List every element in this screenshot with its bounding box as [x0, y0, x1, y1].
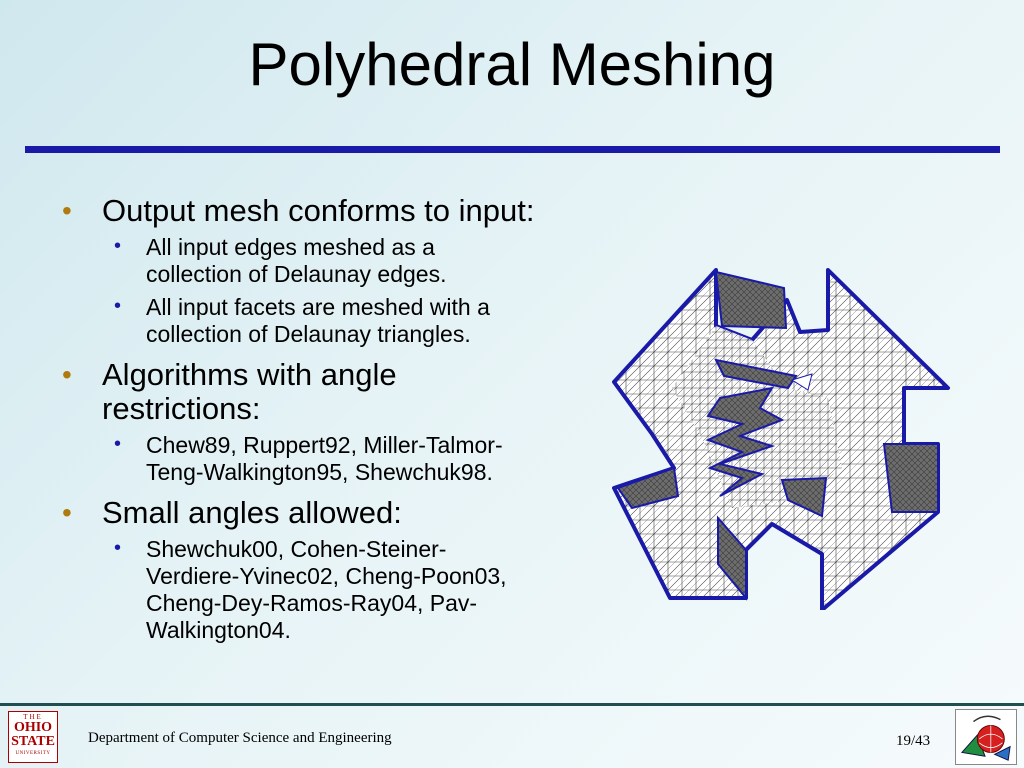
- sub-bullet-line: All input edges meshed as a: [146, 234, 435, 260]
- osu-logo: [8, 711, 58, 763]
- bullet-angle-restrictions: [62, 358, 602, 426]
- footer-rule: [0, 703, 1024, 706]
- mesh-dark-facet: [716, 272, 786, 328]
- sub-bullet-line: Chew89, Ruppert92, Miller-Talmor-: [146, 432, 503, 458]
- bullet-dot: •: [62, 497, 72, 528]
- footer-department: Department of Computer Science and Engineering: [88, 730, 392, 746]
- sub-bullet-line: Verdiere-Yvinec02, Cheng-Poon03,: [146, 563, 507, 589]
- bullet-text: Small angles allowed:: [102, 495, 402, 530]
- osu-logo-the: THE: [23, 713, 43, 721]
- osu-logo-state: STATE: [11, 734, 55, 749]
- bullet-dot: •: [62, 359, 72, 390]
- sub-bullet-chew: [62, 432, 602, 486]
- tamal-logo-icon: [955, 709, 1017, 765]
- mesh-dark-facet: [884, 444, 938, 512]
- sub-bullet-line: Teng-Walkington95, Shewchuk98.: [146, 459, 493, 485]
- slide-title: Polyhedral Meshing: [248, 31, 776, 98]
- sub-bullet-line: Cheng-Dey-Ramos-Ray04, Pav-: [146, 590, 478, 616]
- sub-bullet-line: collection of Delaunay edges.: [146, 261, 447, 287]
- sub-bullet-line: collection of Delaunay triangles.: [146, 321, 471, 347]
- sub-bullet-shewchuk: [62, 536, 602, 644]
- bullet-line: Algorithms with angle: [102, 357, 397, 392]
- footer-page-number: 19/43: [896, 733, 931, 749]
- bullet-list: [62, 188, 602, 644]
- sub-bullet-dot: •: [114, 235, 122, 257]
- sub-bullet-facets: [62, 294, 602, 348]
- title-rule: [25, 146, 1000, 153]
- sub-bullet-line: All input facets are meshed with a: [146, 294, 490, 320]
- osu-logo-university: UNIVERSITY: [15, 751, 51, 756]
- sub-bullet-line: Walkington04.: [146, 617, 291, 643]
- bullet-line: restrictions:: [102, 391, 261, 426]
- sub-bullet-dot: •: [114, 537, 122, 559]
- bullet-output-mesh: [62, 194, 602, 228]
- polyhedral-mesh-image: [612, 268, 950, 610]
- sub-bullet-dot: •: [114, 295, 122, 317]
- bullet-text: Output mesh conforms to input:: [102, 193, 535, 228]
- bullet-small-angles: [62, 496, 602, 530]
- sub-bullet-edges: [62, 234, 602, 288]
- sub-bullet-line: Shewchuk00, Cohen-Steiner-: [146, 536, 447, 562]
- sub-bullet-dot: •: [114, 433, 122, 455]
- osu-logo-ohio: OHIO: [13, 720, 53, 735]
- bullet-dot: •: [62, 195, 72, 226]
